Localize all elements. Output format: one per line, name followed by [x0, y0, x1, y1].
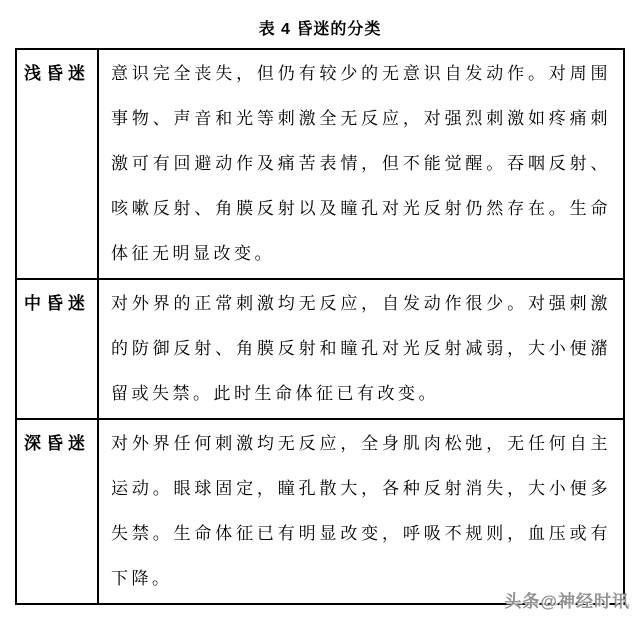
row-description-moderate-coma: 对外界的正常刺激均无反应，自发动作很少。对强刺激的防御反射、角膜反射和瞳孔对光反射减弱，大小便潴留或失禁。此时生命体征已有改变。 — [111, 294, 611, 403]
table-row — [17, 50, 623, 278]
row-label-deep-coma: 深昏迷 — [17, 420, 99, 603]
table-row — [17, 418, 623, 603]
coma-classification-table — [15, 48, 625, 605]
toutiao-watermark: 头条@神经时讯 — [504, 592, 630, 611]
table-row — [17, 278, 623, 418]
row-description-light-coma: 意识完全丧失，但仍有较少的无意识自发动作。对周围事物、声音和光等刺激全无反应，对强烈刺激如疼痛刺激可有回避动作及痛苦表情，但不能觉醒。吞咽反射、咳嗽反射、角膜反射以及瞳孔对光反射仍然存在。生命体征无明显改变。 — [111, 64, 611, 263]
page-title: 表 4 昏迷的分类 — [258, 21, 382, 38]
row-label-light-coma: 浅昏迷 — [17, 50, 99, 278]
row-label-moderate-coma: 中昏迷 — [17, 280, 99, 418]
row-description-deep-coma: 对外界任何刺激均无反应，全身肌肉松弛，无任何自主运动。眼球固定，瞳孔散大，各种反射消失，大小便多失禁。生命体征已有明显改变，呼吸不规则，血压或有下降。 — [111, 434, 611, 588]
